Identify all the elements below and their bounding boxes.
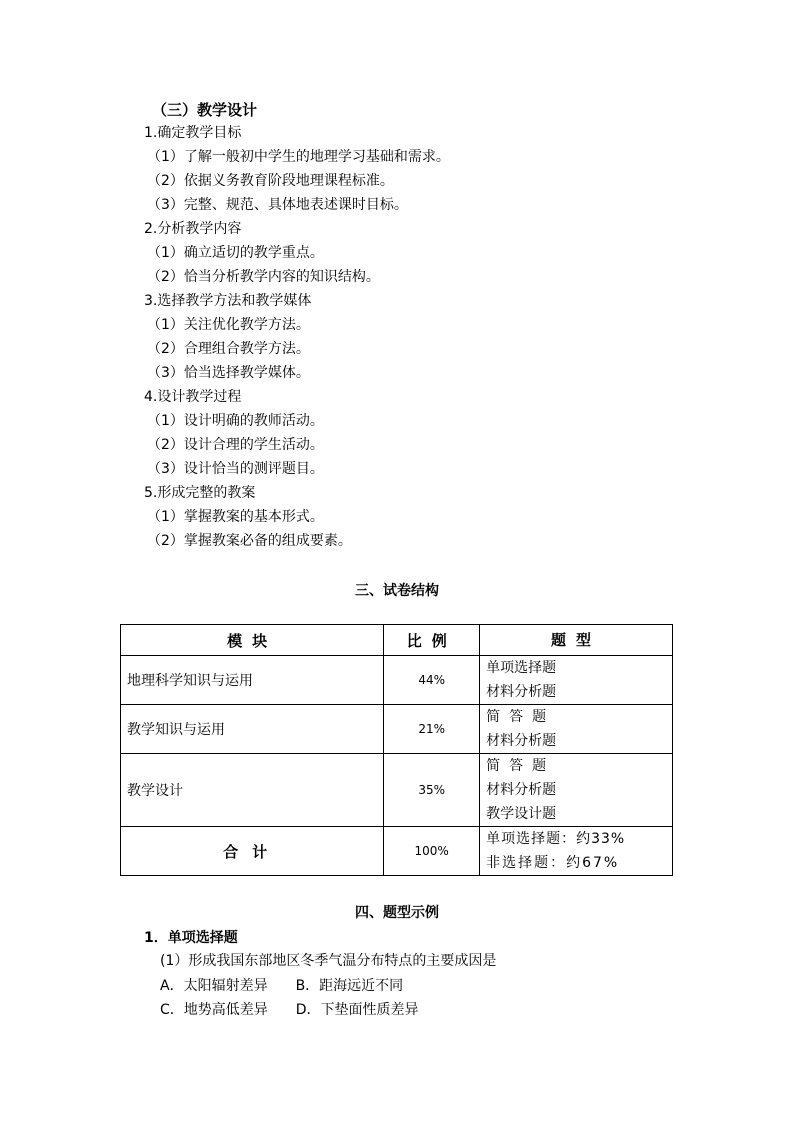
list-sub-item: （2）掌握教案必备的组成要素。: [147, 533, 352, 549]
table-row: [121, 754, 673, 827]
section-heading-teaching-design: （三）教学设计: [152, 101, 258, 119]
type-cell: [480, 705, 673, 754]
type-item: 简答题: [486, 758, 556, 774]
header-ratio: 比例: [384, 625, 480, 656]
list-sub-item: （3）恰当选择教学媒体。: [147, 365, 310, 381]
table-row: [121, 656, 673, 705]
ratio-cell: 44%: [384, 656, 480, 705]
list-item: 1.确定教学目标: [144, 125, 242, 141]
type-cell: [480, 754, 673, 827]
type-item: 材料分析题: [486, 684, 557, 700]
list-sub-item: （1）了解一般初中学生的地理学习基础和需求。: [147, 149, 450, 165]
type-item: 材料分析题: [486, 782, 557, 798]
type-item: 教学设计题: [486, 806, 557, 822]
list-item: 4.设计教学过程: [144, 389, 242, 405]
options-row-ab: A．太阳辐射差异 B．距海远近不同: [160, 978, 404, 994]
type-item: 单项选择题：约33%: [486, 831, 626, 847]
list-sub-item: （2）合理组合教学方法。: [147, 341, 310, 357]
total-ratio-cell: 100%: [384, 827, 480, 876]
table-total-row: [121, 827, 673, 876]
module-cell: 教学知识与运用: [121, 705, 384, 754]
list-sub-item: （1）掌握教案的基本形式。: [147, 509, 324, 525]
list-sub-item: （1）关注优化教学方法。: [147, 317, 310, 333]
list-sub-item: （2）设计合理的学生活动。: [147, 437, 324, 453]
paper-structure-table: [120, 624, 673, 876]
type-item: 非选择题：约67%: [486, 855, 620, 871]
options-row-cd: C．地势高低差异 D．下垫面性质差异: [160, 1002, 419, 1018]
list-sub-item: （1）设计明确的教师活动。: [147, 413, 324, 429]
list-item: 5.形成完整的教案: [144, 485, 256, 501]
list-sub-item: （1）确立适切的教学重点。: [147, 245, 324, 261]
list-sub-item: （2）恰当分析教学内容的知识结构。: [147, 269, 380, 285]
table-row: [121, 705, 673, 754]
module-cell: 教学设计: [121, 754, 384, 827]
total-type-cell: [480, 827, 673, 876]
question-text: (1）形成我国东部地区冬季气温分布特点的主要成因是: [160, 953, 497, 969]
list-sub-item: （2）依据义务教育阶段地理课程标准。: [147, 173, 394, 189]
header-type: 题型: [480, 625, 673, 656]
ratio-cell: 35%: [384, 754, 480, 827]
ratio-cell: 21%: [384, 705, 480, 754]
module-cell: 地理科学知识与运用: [121, 656, 384, 705]
type-cell: [480, 656, 673, 705]
examples-title: 四、题型示例: [355, 905, 439, 921]
list-sub-item: （3）完整、规范、具体地表述课时目标。: [147, 197, 408, 213]
table-header-row: [121, 625, 673, 656]
list-item: 2.分析教学内容: [144, 221, 242, 237]
total-label-cell: 合计: [121, 827, 384, 876]
list-item: 3.选择教学方法和教学媒体: [144, 293, 312, 309]
paper-structure-title: 三、试卷结构: [355, 583, 439, 599]
type-item: 单项选择题: [486, 660, 557, 676]
type-item: 材料分析题: [486, 733, 557, 749]
header-module: 模块: [121, 625, 384, 656]
type-item: 简答题: [486, 709, 556, 725]
question-type-title: 1．单项选择题: [144, 930, 238, 946]
list-sub-item: （3）设计恰当的测评题目。: [147, 461, 324, 477]
